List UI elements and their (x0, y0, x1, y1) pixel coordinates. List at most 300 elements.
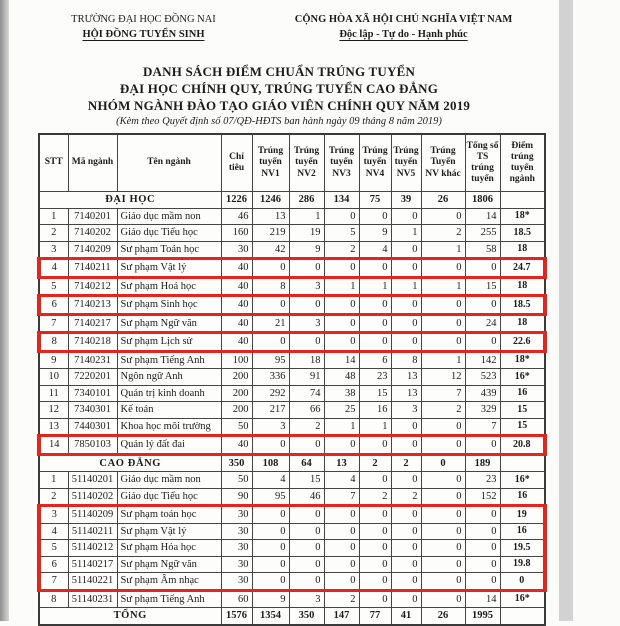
cell-name: Giáo dục mầm non (117, 208, 221, 225)
cell-num: 9 (252, 590, 289, 608)
cell-num: 8 (252, 277, 289, 296)
cell-name: Sư phạm Ngữ văn (117, 556, 221, 573)
cell-num: 0 (391, 540, 421, 557)
col-header-chi-tieu: Chỉ tiêu (221, 134, 252, 192)
cell-num: 0 (359, 540, 391, 557)
cell-num: 95 (252, 488, 289, 506)
cell-num: 100 (221, 351, 252, 369)
cell-num: 66 (289, 402, 324, 419)
cell-num: 0 (324, 208, 359, 225)
col-header-ten-nganh: Tên ngành (117, 134, 221, 192)
cell-num: 0 (359, 259, 391, 278)
cell-num: 24 (465, 314, 500, 333)
cell-num: 350 (289, 608, 324, 625)
cell-num: 152 (465, 488, 500, 506)
table-header (39, 134, 545, 192)
cell-num: 23 (359, 369, 391, 386)
cell-stt: 14 (39, 436, 68, 455)
cell-num: 0 (465, 436, 500, 455)
cell-num: 189 (465, 454, 500, 472)
cell-num: 292 (252, 385, 289, 402)
table-row (39, 225, 545, 242)
cell-stt: 5 (39, 540, 68, 557)
cell-name: Sư phạm Âm nhạc (117, 573, 221, 591)
col-header-nv3: Trúng tuyển NV3 (324, 134, 359, 192)
cell-num: 0 (324, 333, 359, 352)
cell-num: 48 (324, 369, 359, 386)
cell-code: 51140211 (68, 523, 117, 540)
cell-num: 23 (465, 472, 500, 489)
cell-num: 0 (465, 573, 500, 591)
cell-num: 350 (221, 454, 252, 472)
cell-num: 0 (391, 333, 421, 352)
cell-code: 7340101 (68, 385, 117, 402)
col-header-nv2: Trúng tuyển NV2 (289, 134, 324, 192)
table-row (39, 241, 545, 259)
col-header-nv1: Trúng tuyển NV1 (252, 134, 289, 192)
table-row-total (39, 608, 545, 625)
cell-code: 51140202 (68, 488, 117, 506)
cell-num: 0 (359, 314, 391, 333)
cell-num: 0 (252, 296, 289, 315)
cell-num: 2 (324, 590, 359, 608)
cell-diem: 18* (500, 351, 545, 369)
cell-name: Khoa học môi trường (117, 418, 221, 436)
page-edge-right (559, 0, 573, 621)
cell-num: 0 (289, 296, 324, 315)
cell-diem: 19 (500, 506, 545, 524)
cell-num: 4 (252, 472, 289, 489)
cell-stt: 4 (39, 523, 68, 540)
cell-num: 0 (324, 259, 359, 278)
cell-num: 1 (359, 418, 391, 436)
cell-stt: 9 (39, 351, 68, 369)
table-row (39, 208, 545, 225)
cell-num: 0 (359, 436, 391, 455)
cell-num: 1246 (252, 192, 289, 209)
cell-diem: 24.7 (500, 259, 545, 278)
col-header-nv5: Trúng tuyển NV5 (391, 134, 421, 192)
cell-num: 0 (252, 506, 289, 524)
cell-code: 51140201 (68, 472, 117, 489)
title-line-3: NHÓM NGÀNH ĐÀO TẠO GIÁO VIÊN CHÍNH QUY NĂM 2019 (87, 98, 471, 113)
cell-diem (500, 608, 545, 625)
cell-name: Sư phạm Ngữ văn (117, 314, 221, 333)
cell-num: 14 (465, 208, 500, 225)
table-row (39, 277, 545, 296)
cell-num: 3 (252, 418, 289, 436)
table-row (39, 556, 545, 573)
cell-num: 13 (324, 454, 359, 472)
cell-num: 147 (324, 608, 359, 625)
table-row (39, 488, 545, 506)
motto-line: Độc lập - Tự do - Hạnh phúc (339, 29, 468, 40)
issuing-organization (31, 12, 256, 42)
table-row (39, 523, 545, 540)
cell-num: 0 (324, 296, 359, 315)
cell-num: 15 (289, 472, 324, 489)
cell-num: 0 (359, 506, 391, 524)
cell-name: Sư phạm Sinh học (117, 296, 221, 315)
cell-diem: 16* (500, 590, 545, 608)
cell-num: 1995 (465, 608, 500, 625)
cell-diem: 16* (500, 472, 545, 489)
cell-num: 0 (324, 506, 359, 524)
cell-num: 108 (252, 454, 289, 472)
cell-num: 7 (324, 488, 359, 506)
cell-name: Giáo dục Tiểu học (117, 488, 221, 506)
cell-num: 1 (391, 277, 421, 296)
table-row (39, 314, 545, 333)
cell-num: 0 (465, 540, 500, 557)
admission-scores-table (37, 133, 547, 626)
cell-name: Quản lý đất đai (117, 436, 221, 455)
cell-num: 13 (391, 385, 421, 402)
col-header-tong-ts: Tổng số TS trúng tuyển (465, 134, 500, 192)
cell-code: 7440301 (68, 418, 117, 436)
table-row (39, 351, 545, 369)
cell-num: 1 (359, 277, 391, 296)
cell-stt: 7 (39, 573, 68, 591)
cell-num: 0 (421, 506, 465, 524)
cell-num: 329 (465, 402, 500, 419)
cell-num: 40 (221, 277, 252, 296)
cell-name: Giáo dục Tiểu học (117, 225, 221, 242)
cell-num: 200 (221, 369, 252, 386)
cell-num: 46 (221, 208, 252, 225)
cell-num: 0 (421, 472, 465, 489)
cell-diem: 19.5 (500, 540, 545, 557)
cell-num: 0 (324, 436, 359, 455)
cell-code: 51140212 (68, 540, 117, 557)
cell-num: 0 (465, 296, 500, 315)
cell-num: 14 (465, 590, 500, 608)
cell-code: 51140231 (68, 590, 117, 608)
cell-num: 0 (391, 436, 421, 455)
col-header-nv4: Trúng tuyển NV4 (359, 134, 391, 192)
cell-diem: 20.8 (500, 436, 545, 455)
cell-num: 1226 (221, 192, 252, 209)
cell-stt: 10 (39, 369, 68, 386)
cell-diem: 16 (500, 523, 545, 540)
cell-num: 134 (324, 192, 359, 209)
cell-stt: 6 (39, 296, 68, 315)
university-name: TRƯỜNG ĐẠI HỌC ĐỒNG NAI (71, 14, 216, 25)
table-row (39, 402, 545, 419)
table-row (39, 418, 545, 436)
cell-code: 7220201 (68, 369, 117, 386)
cell-num: 0 (421, 333, 465, 352)
cell-num: 9 (289, 241, 324, 259)
cell-num: 0 (391, 208, 421, 225)
cell-num: 0 (289, 556, 324, 573)
cell-num: 0 (252, 436, 289, 455)
cell-num: 30 (221, 540, 252, 557)
cell-num: 15 (359, 385, 391, 402)
cell-code: 7140209 (68, 241, 117, 259)
cell-diem (500, 192, 545, 209)
cell-num: 42 (252, 241, 289, 259)
cell-num: 0 (359, 590, 391, 608)
cell-num: 0 (252, 573, 289, 591)
cell-name: Sư phạm Vật lý (117, 259, 221, 278)
cell-code: 51140221 (68, 573, 117, 591)
cell-num: 0 (465, 506, 500, 524)
table-row-section (39, 454, 545, 472)
table-row (39, 590, 545, 608)
cell-name: Kế toán (117, 402, 221, 419)
cell-num: 0 (289, 436, 324, 455)
cell-diem (500, 454, 545, 472)
cell-diem: 15 (500, 418, 545, 436)
cell-diem: 0 (500, 573, 545, 591)
cell-code: 7140218 (68, 333, 117, 352)
cell-stt: 1 (39, 472, 68, 489)
cell-name: Sư phạm Lịch sử (117, 333, 221, 352)
cell-code: 7340301 (68, 402, 117, 419)
cell-num: 0 (391, 590, 421, 608)
cell-diem: 18.5 (500, 296, 545, 315)
document-page (9, 0, 559, 621)
document-title (9, 63, 549, 127)
cell-num: 3 (289, 314, 324, 333)
cell-num: 40 (221, 436, 252, 455)
cell-num: 3 (289, 590, 324, 608)
cell-num: 2 (359, 488, 391, 506)
cell-name: Sư phạm Toán học (117, 241, 221, 259)
cell-stt: 1 (39, 208, 68, 225)
cell-num: 26 (421, 192, 465, 209)
table-row (39, 369, 545, 386)
cell-num: 1806 (465, 192, 500, 209)
cell-num: 0 (421, 556, 465, 573)
cell-num: 3 (289, 277, 324, 296)
cell-num: 75 (359, 192, 391, 209)
cell-num: 0 (421, 314, 465, 333)
cell-num: 4 (359, 241, 391, 259)
cell-num: 0 (289, 259, 324, 278)
cell-num: 336 (252, 369, 289, 386)
cell-num: 46 (289, 488, 324, 506)
table-row (39, 385, 545, 402)
cell-num: 0 (359, 208, 391, 225)
cell-name: Quản trị kinh doanh (117, 385, 221, 402)
table-row (39, 506, 545, 524)
cell-num: 30 (221, 241, 252, 259)
cell-stt: 2 (39, 225, 68, 242)
cell-num: 0 (289, 506, 324, 524)
cell-num: 19 (289, 225, 324, 242)
cell-num: 40 (221, 314, 252, 333)
table-row-section (39, 192, 545, 209)
cell-stt: 5 (39, 277, 68, 296)
cell-stt: 11 (39, 385, 68, 402)
cell-num: 58 (465, 241, 500, 259)
cell-num: 1 (421, 277, 465, 296)
cell-num: 1 (421, 241, 465, 259)
cell-num: 286 (289, 192, 324, 209)
title-line-1: DANH SÁCH ĐIỂM CHUẨN TRÚNG TUYỂN (142, 64, 416, 79)
cell-num: 30 (221, 506, 252, 524)
cell-num: 0 (465, 333, 500, 352)
cell-stt: 6 (39, 556, 68, 573)
cell-num: 0 (289, 333, 324, 352)
table-row (39, 540, 545, 557)
cell-num: 0 (359, 523, 391, 540)
cell-num: 1 (391, 225, 421, 242)
cell-num: 0 (391, 241, 421, 259)
cell-diem: 22.6 (500, 333, 545, 352)
cell-code: 7140211 (68, 259, 117, 278)
cell-num: 14 (324, 351, 359, 369)
page-edge-left (0, 0, 9, 621)
cell-num: 0 (421, 523, 465, 540)
col-header-stt: STT (39, 134, 68, 192)
cell-num: 0 (421, 540, 465, 557)
cell-num: 41 (391, 608, 421, 625)
cell-num: 1576 (221, 608, 252, 625)
cell-num: 40 (221, 333, 252, 352)
cell-num: 3 (391, 402, 421, 419)
cell-num: 0 (391, 573, 421, 591)
table-header-row (39, 134, 545, 192)
cell-diem: 18 (500, 241, 545, 259)
cell-num: 15 (465, 277, 500, 296)
cell-num: 40 (221, 259, 252, 278)
cell-name: Sư phạm Tiếng Anh (117, 590, 221, 608)
cell-num: 0 (391, 314, 421, 333)
cell-num: 30 (221, 523, 252, 540)
cell-label: CAO ĐẲNG (39, 454, 221, 472)
cell-code: 7140213 (68, 296, 117, 315)
cell-num: 77 (359, 608, 391, 625)
cell-code: 51140209 (68, 506, 117, 524)
cell-num: 39 (391, 192, 421, 209)
cell-diem: 18* (500, 208, 545, 225)
cell-num: 95 (252, 351, 289, 369)
cell-num: 0 (289, 540, 324, 557)
cell-num: 0 (391, 506, 421, 524)
cell-num: 2 (359, 454, 391, 472)
cell-num: 0 (252, 540, 289, 557)
cell-num: 1 (421, 351, 465, 369)
document-header (31, 12, 551, 42)
cell-num: 6 (359, 351, 391, 369)
title-subtitle: (Kèm theo Quyết định số 07/QĐ-HĐTS ban hành ngày 09 tháng 8 năm 2019) (116, 116, 442, 127)
cell-stt: 4 (39, 259, 68, 278)
cell-num: 50 (221, 418, 252, 436)
cell-name: Sư phạm Tiếng Anh (117, 351, 221, 369)
cell-num: 2 (289, 418, 324, 436)
table-body (39, 192, 545, 625)
cell-diem: 15 (500, 402, 545, 419)
cell-num: 40 (221, 296, 252, 315)
cell-num: 26 (421, 608, 465, 625)
cell-num: 25 (324, 402, 359, 419)
republic-title: CỘNG HÒA XÃ HỘI CHỦ NGHĨA VIỆT NAM (294, 14, 513, 25)
cell-num: 200 (221, 385, 252, 402)
cell-diem: 18 (500, 277, 545, 296)
cell-stt: 12 (39, 402, 68, 419)
cell-num: 0 (252, 556, 289, 573)
cell-num: 255 (465, 225, 500, 242)
col-header-diem: Điểm trúng tuyển ngành (500, 134, 545, 192)
cell-code: 51140217 (68, 556, 117, 573)
cell-num: 0 (359, 556, 391, 573)
cell-num: 0 (465, 523, 500, 540)
cell-num: 0 (324, 314, 359, 333)
cell-num: 7 (465, 418, 500, 436)
cell-num: 0 (421, 208, 465, 225)
cell-num: 439 (465, 385, 500, 402)
cell-num: 50 (221, 472, 252, 489)
cell-stt: 3 (39, 241, 68, 259)
cell-code: 7140217 (68, 314, 117, 333)
table-row (39, 259, 545, 278)
cell-diem: 18.5 (500, 225, 545, 242)
cell-num: 0 (391, 472, 421, 489)
cell-name: Sư phạm Hóa học (117, 540, 221, 557)
cell-num: 0 (421, 488, 465, 506)
cell-num: 142 (465, 351, 500, 369)
cell-code: 7140231 (68, 351, 117, 369)
cell-stt: 8 (39, 590, 68, 608)
cell-num: 8 (391, 351, 421, 369)
cell-num: 0 (324, 556, 359, 573)
cell-diem: 16 (500, 385, 545, 402)
cell-stt: 8 (39, 333, 68, 352)
cell-code: 7140202 (68, 225, 117, 242)
cell-num: 9 (359, 225, 391, 242)
cell-num: 91 (289, 369, 324, 386)
col-header-ma-nganh: Mã ngành (68, 134, 117, 192)
cell-num: 13 (391, 369, 421, 386)
cell-num: 160 (221, 225, 252, 242)
cell-name: Ngôn ngữ Anh (117, 369, 221, 386)
title-line-2: ĐẠI HỌC CHÍNH QUY, TRÚNG TUYỂN CAO ĐẲNG (119, 81, 439, 96)
cell-num: 0 (324, 523, 359, 540)
cell-num: 0 (324, 540, 359, 557)
cell-stt: 2 (39, 488, 68, 506)
cell-label: TỔNG (39, 608, 221, 625)
cell-num: 0 (252, 523, 289, 540)
cell-num: 7 (421, 385, 465, 402)
cell-num: 0 (359, 296, 391, 315)
cell-num: 2 (421, 225, 465, 242)
cell-num: 0 (359, 333, 391, 352)
cell-num: 1 (324, 418, 359, 436)
cell-num: 0 (421, 573, 465, 591)
cell-num: 4 (324, 472, 359, 489)
cell-num: 2 (421, 402, 465, 419)
cell-num: 0 (421, 436, 465, 455)
cell-num: 0 (359, 472, 391, 489)
cell-num: 16 (359, 402, 391, 419)
cell-num: 0 (252, 333, 289, 352)
table-row (39, 296, 545, 315)
cell-num: 523 (465, 369, 500, 386)
cell-num: 0 (289, 573, 324, 591)
cell-num: 12 (421, 369, 465, 386)
cell-num: 0 (391, 296, 421, 315)
cell-num: 1354 (252, 608, 289, 625)
national-motto (256, 12, 551, 42)
cell-num: 0 (421, 590, 465, 608)
cell-num: 30 (221, 573, 252, 591)
cell-num: 0 (252, 259, 289, 278)
cell-diem: 16 (500, 488, 545, 506)
cell-num: 1 (289, 208, 324, 225)
